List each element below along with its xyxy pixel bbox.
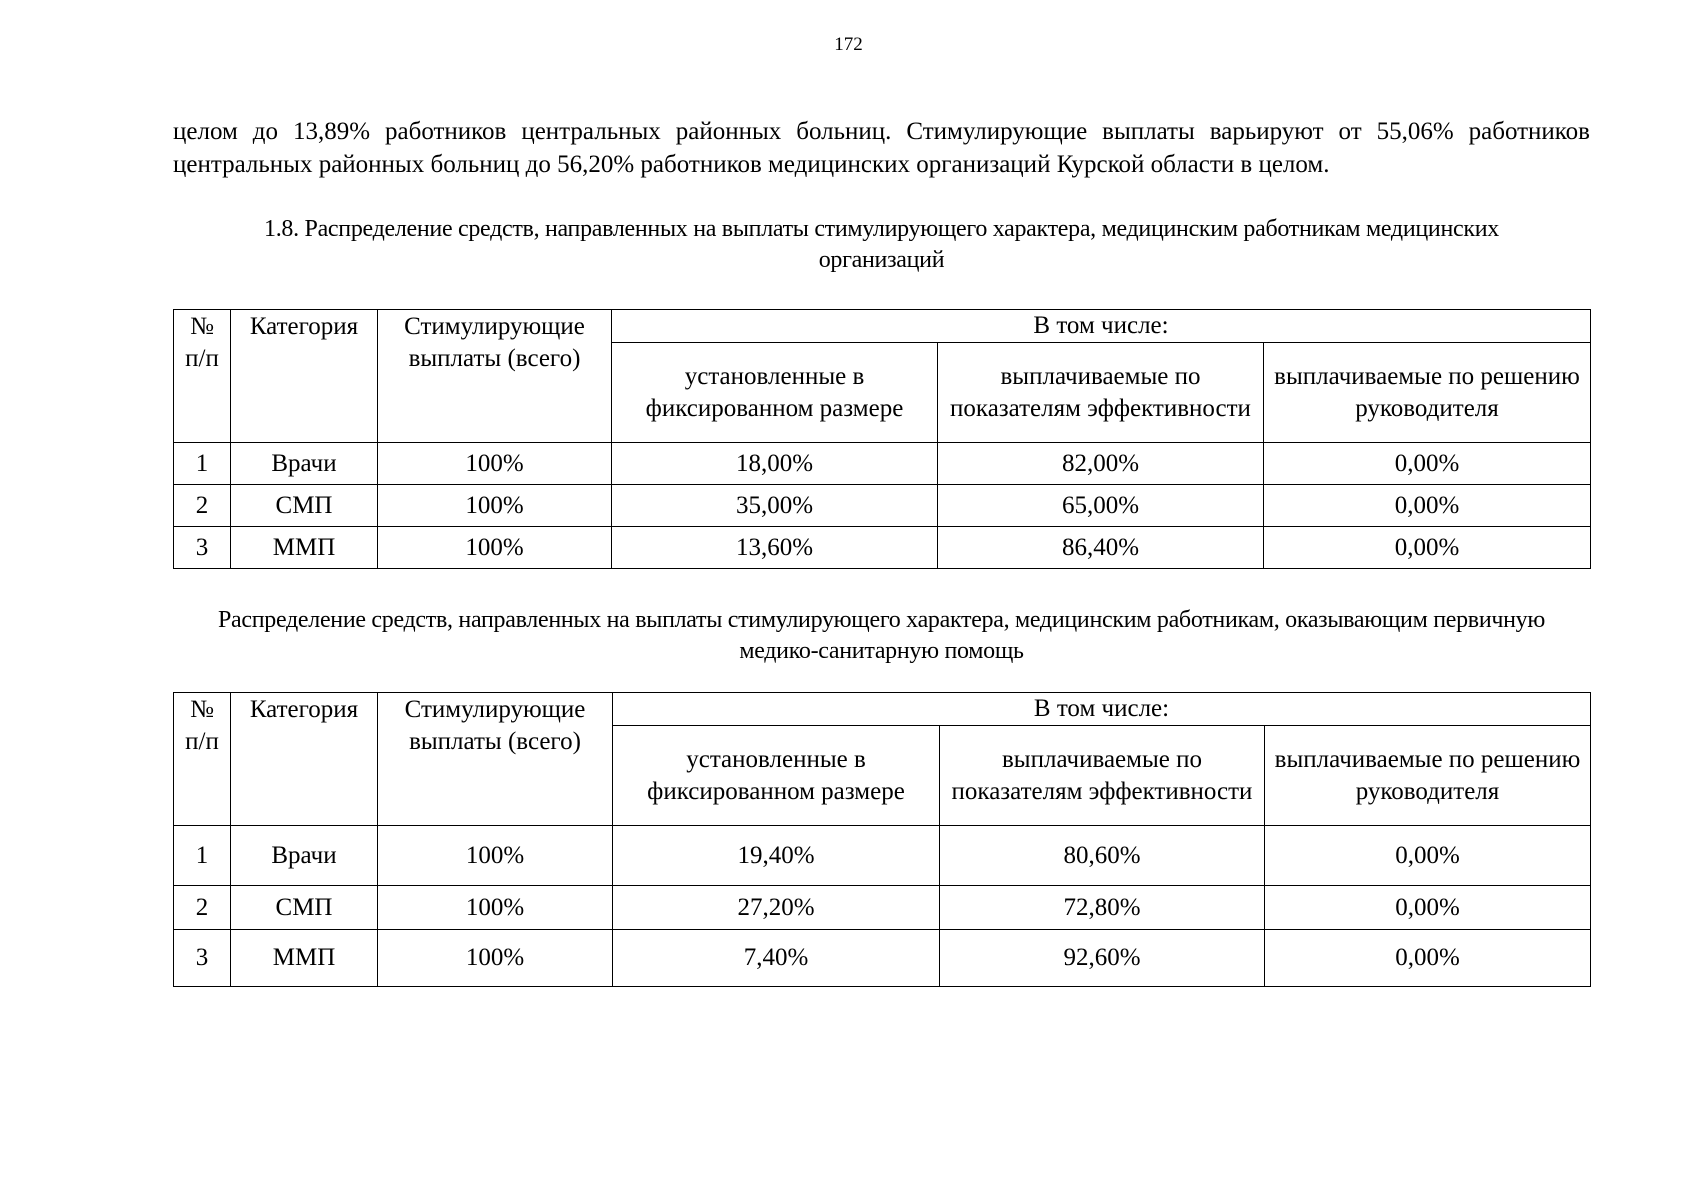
cell-manager: 0,00% — [1264, 443, 1591, 485]
cell-performance: 65,00% — [938, 485, 1264, 527]
cell-num: 2 — [174, 886, 231, 930]
header-category: Категория — [231, 693, 378, 826]
table2 — [173, 692, 1591, 987]
cell-total: 100% — [378, 826, 613, 886]
page-number: 172 — [834, 34, 863, 55]
table-row — [174, 930, 1591, 987]
table1-title-line2: организаций — [818, 247, 945, 273]
cell-num: 2 — [174, 485, 231, 527]
table2-header-row — [174, 693, 1591, 726]
cell-category: СМП — [231, 886, 378, 930]
cell-fixed: 7,40% — [613, 930, 940, 987]
cell-fixed: 18,00% — [612, 443, 938, 485]
cell-fixed: 35,00% — [612, 485, 938, 527]
cell-manager: 0,00% — [1264, 527, 1591, 569]
cell-category: ММП — [231, 930, 378, 987]
cell-num: 3 — [174, 930, 231, 987]
cell-num: 1 — [174, 443, 231, 485]
header-total: Стимулирующие выплаты (всего) — [378, 693, 613, 826]
cell-num: 1 — [174, 826, 231, 886]
header-category: Категория — [231, 310, 378, 443]
table2-title-line1: Распределение средств, направленных на выплаты стимулирующего характера, медицинским работникам, оказывающим первичную — [217, 607, 1546, 633]
header-manager: выплачиваемые по решению руководителя — [1264, 343, 1591, 443]
cell-category: Врачи — [231, 826, 378, 886]
cell-manager: 0,00% — [1265, 930, 1591, 987]
header-including: В том числе: — [613, 693, 1591, 726]
cell-manager: 0,00% — [1265, 886, 1591, 930]
header-num: № п/п — [174, 693, 231, 826]
cell-fixed: 19,40% — [613, 826, 940, 886]
table2-title-line2: медико-санитарную помощь — [739, 638, 1024, 664]
table1-title — [173, 214, 1590, 276]
cell-performance: 86,40% — [938, 527, 1264, 569]
header-num: № п/п — [174, 310, 231, 443]
table-row — [174, 886, 1591, 930]
table1-header-row — [174, 310, 1591, 343]
table1-title-line1: 1.8. Распределение средств, направленных на выплаты стимулирующего характера, медицинским работникам медицинских — [264, 216, 1499, 242]
cell-total: 100% — [378, 886, 613, 930]
header-fixed: установленные в фиксированном размере — [612, 343, 938, 443]
cell-total: 100% — [378, 443, 612, 485]
cell-num: 3 — [174, 527, 231, 569]
header-manager: выплачиваемые по решению руководителя — [1265, 726, 1591, 826]
cell-category: Врачи — [231, 443, 378, 485]
cell-total: 100% — [378, 527, 612, 569]
cell-performance: 80,60% — [940, 826, 1265, 886]
table-row — [174, 443, 1591, 485]
table2-title — [173, 605, 1590, 667]
header-total: Стимулирующие выплаты (всего) — [378, 310, 612, 443]
cell-fixed: 13,60% — [612, 527, 938, 569]
cell-total: 100% — [378, 930, 613, 987]
cell-total: 100% — [378, 485, 612, 527]
cell-manager: 0,00% — [1265, 826, 1591, 886]
table-row — [174, 826, 1591, 886]
cell-category: ММП — [231, 527, 378, 569]
body-paragraph: целом до 13,89% работников центральных районных больниц. Стимулирующие выплаты варьируют от 55,06% работников центральных районных больниц до 56,20% работников медицинских организаций Курской области в целом. — [173, 118, 1590, 178]
table-row — [174, 527, 1591, 569]
table-row — [174, 485, 1591, 527]
header-including: В том числе: — [612, 310, 1591, 343]
table1 — [173, 309, 1591, 569]
header-fixed: установленные в фиксированном размере — [613, 726, 940, 826]
header-performance: выплачиваемые по показателям эффективности — [940, 726, 1265, 826]
cell-performance: 72,80% — [940, 886, 1265, 930]
cell-fixed: 27,20% — [613, 886, 940, 930]
cell-manager: 0,00% — [1264, 485, 1591, 527]
header-performance: выплачиваемые по показателям эффективности — [938, 343, 1264, 443]
cell-performance: 92,60% — [940, 930, 1265, 987]
cell-performance: 82,00% — [938, 443, 1264, 485]
cell-category: СМП — [231, 485, 378, 527]
